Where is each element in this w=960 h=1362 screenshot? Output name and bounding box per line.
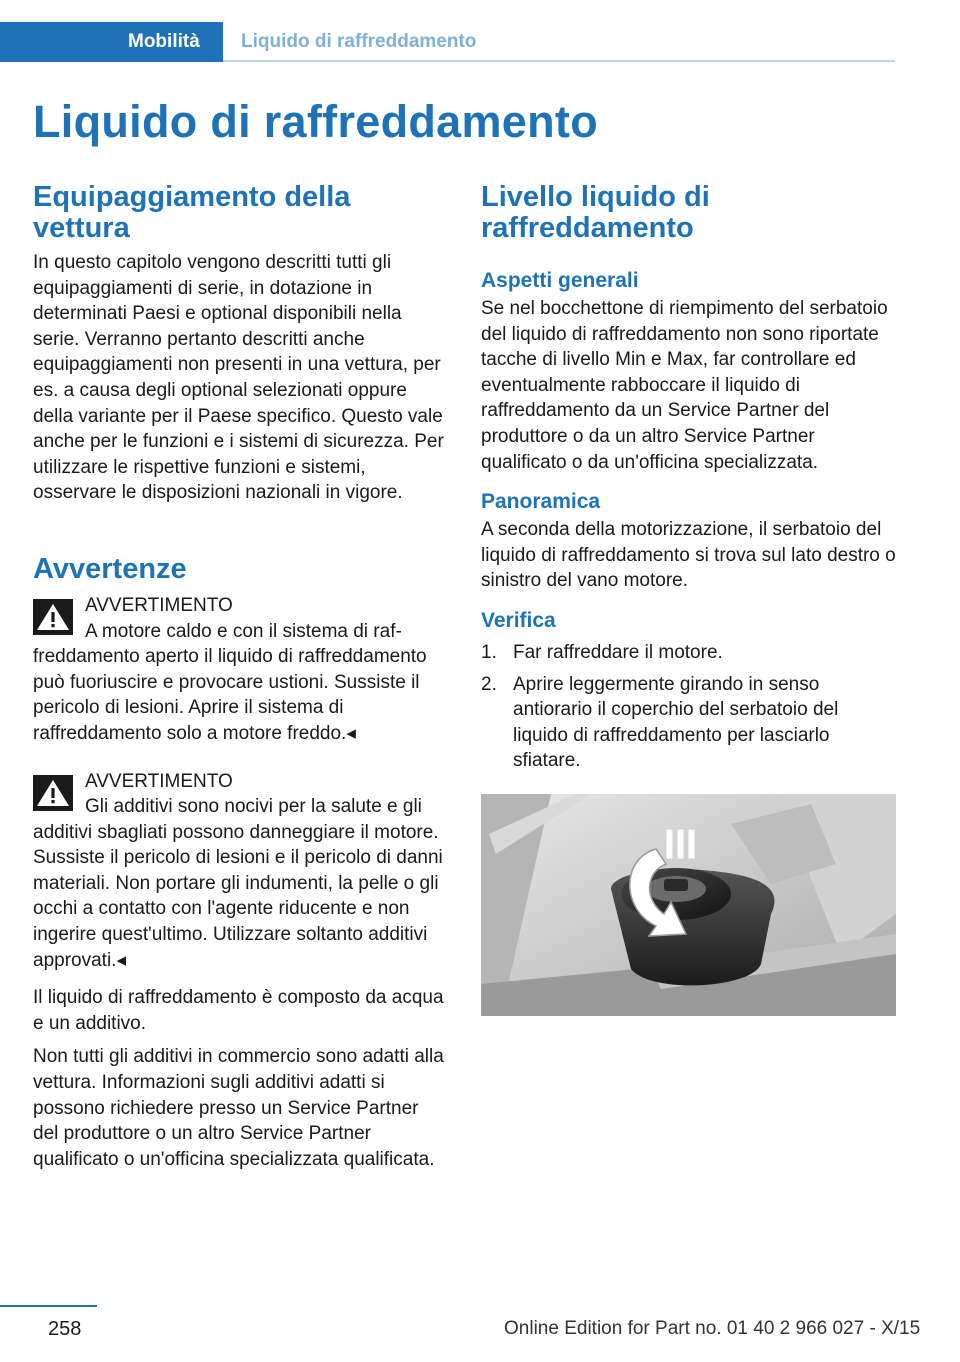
step-item: [481, 640, 896, 666]
warning-first-line: A motore caldo e con il sistema di raf-: [85, 620, 402, 642]
warning-text: freddamento aperto il liquido di raffreddamento può fuoriuscire e provocare ustioni. Sussiste il pericolo di lesioni. Aprire il sistema di raffreddamento solo a motore freddo.◂: [33, 646, 427, 744]
notes-heading: Avvertenze: [33, 552, 187, 585]
warning-block-1: [33, 593, 448, 747]
section-tab[interactable]: [0, 22, 223, 62]
header-divider: [223, 60, 895, 62]
step-number: 2.: [481, 673, 497, 695]
coolant-reservoir-photo: [481, 794, 896, 1016]
running-header: [0, 22, 895, 62]
warning-block-2: [33, 769, 448, 974]
warning-text: additivi sbagliati possono danneggiare il motore. Sussiste il pericolo di lesioni e il pericolo di danni materiali. Non portare gli indumenti, la pelle o gli occhi a contatto con l'agente riducente e non ingerire quest'ultimo. Utilizzare soltanto additivi approvati.◂: [33, 821, 443, 971]
warning-label: AVVERTIMENTO: [85, 594, 233, 616]
topic-label[interactable]: Liquido di raffreddamento: [241, 31, 477, 52]
equipment-text: In questo capitolo vengono descritti tutti gli equipaggiamenti di serie, in dotazione in determinati Paesi e optional disponibili nella serie. Verranno pertanto descritti anche equipaggiamenti non presenti in una vettura, per es. a causa degli optional selezionati oppure della variante per il Paese specifico. Questo vale anche per le funzioni e i sistemi di sicurezza. Per utilizzare le rispettive funzioni e sistemi, osservare le disposizioni nazionali in vigore.: [33, 252, 444, 504]
overview-heading: Panoramica: [481, 490, 601, 514]
check-steps-list: [481, 640, 896, 774]
warning-triangle-icon: [33, 775, 73, 811]
left-column: [33, 182, 448, 1172]
general-text: Se nel bocchettone di riempimento del serbatoio del liquido di raffreddamento non sono riportate tacche di livello Min e Max, far controllare ed eventualmente rabboccare il liquido di raffreddamento da un Service Partner del produttore o da un altro Service Partner qualificato o da un'officina specializzata.: [481, 298, 888, 473]
right-column: [481, 182, 896, 1016]
overview-text: A seconda della motorizzazione, il serbatoio del liquido di raffreddamento si trova sul lato destro o sinistro del vano motore.: [481, 519, 896, 592]
equipment-heading: Equipaggiamento della vettura: [33, 181, 351, 244]
coolant-level-heading: Livello liquido di raffreddamento: [481, 181, 710, 244]
general-heading: Aspetti generali: [481, 269, 639, 292]
additives-info-text: Non tutti gli additivi in commercio sono adatti alla vettura. Informazioni sugli additivi adatti si possono richiedere presso un Service Partner del produttore o un altro Service Partner qualificato o un'officina specializzata qualificata.: [33, 1046, 444, 1170]
warning-label: AVVERTIMENTO: [85, 770, 233, 792]
coolant-composition-text: Il liquido di raffreddamento è composto da acqua e un additivo.: [33, 987, 444, 1034]
step-text: Far raffreddare il motore.: [513, 641, 723, 663]
section-label: Mobilità: [128, 31, 200, 52]
step-item: [481, 672, 896, 774]
warning-first-line: Gli additivi sono nocivi per la salute e gli: [85, 796, 422, 818]
page-number: 258: [48, 1318, 82, 1340]
check-heading: Verifica: [481, 608, 556, 632]
step-number: 1.: [481, 641, 497, 663]
step-text: Aprire leggermente girando in senso antiorario il coperchio del serbatoio del liquido di raffreddamento per lasciarlo sfiatare.: [513, 673, 839, 772]
warning-triangle-icon: [33, 599, 73, 635]
footer-divider: [0, 1305, 97, 1307]
edition-note: Online Edition for Part no. 01 40 2 966 027 - X/15: [504, 1318, 921, 1339]
page-title: Liquido di raffreddamento: [33, 96, 598, 147]
